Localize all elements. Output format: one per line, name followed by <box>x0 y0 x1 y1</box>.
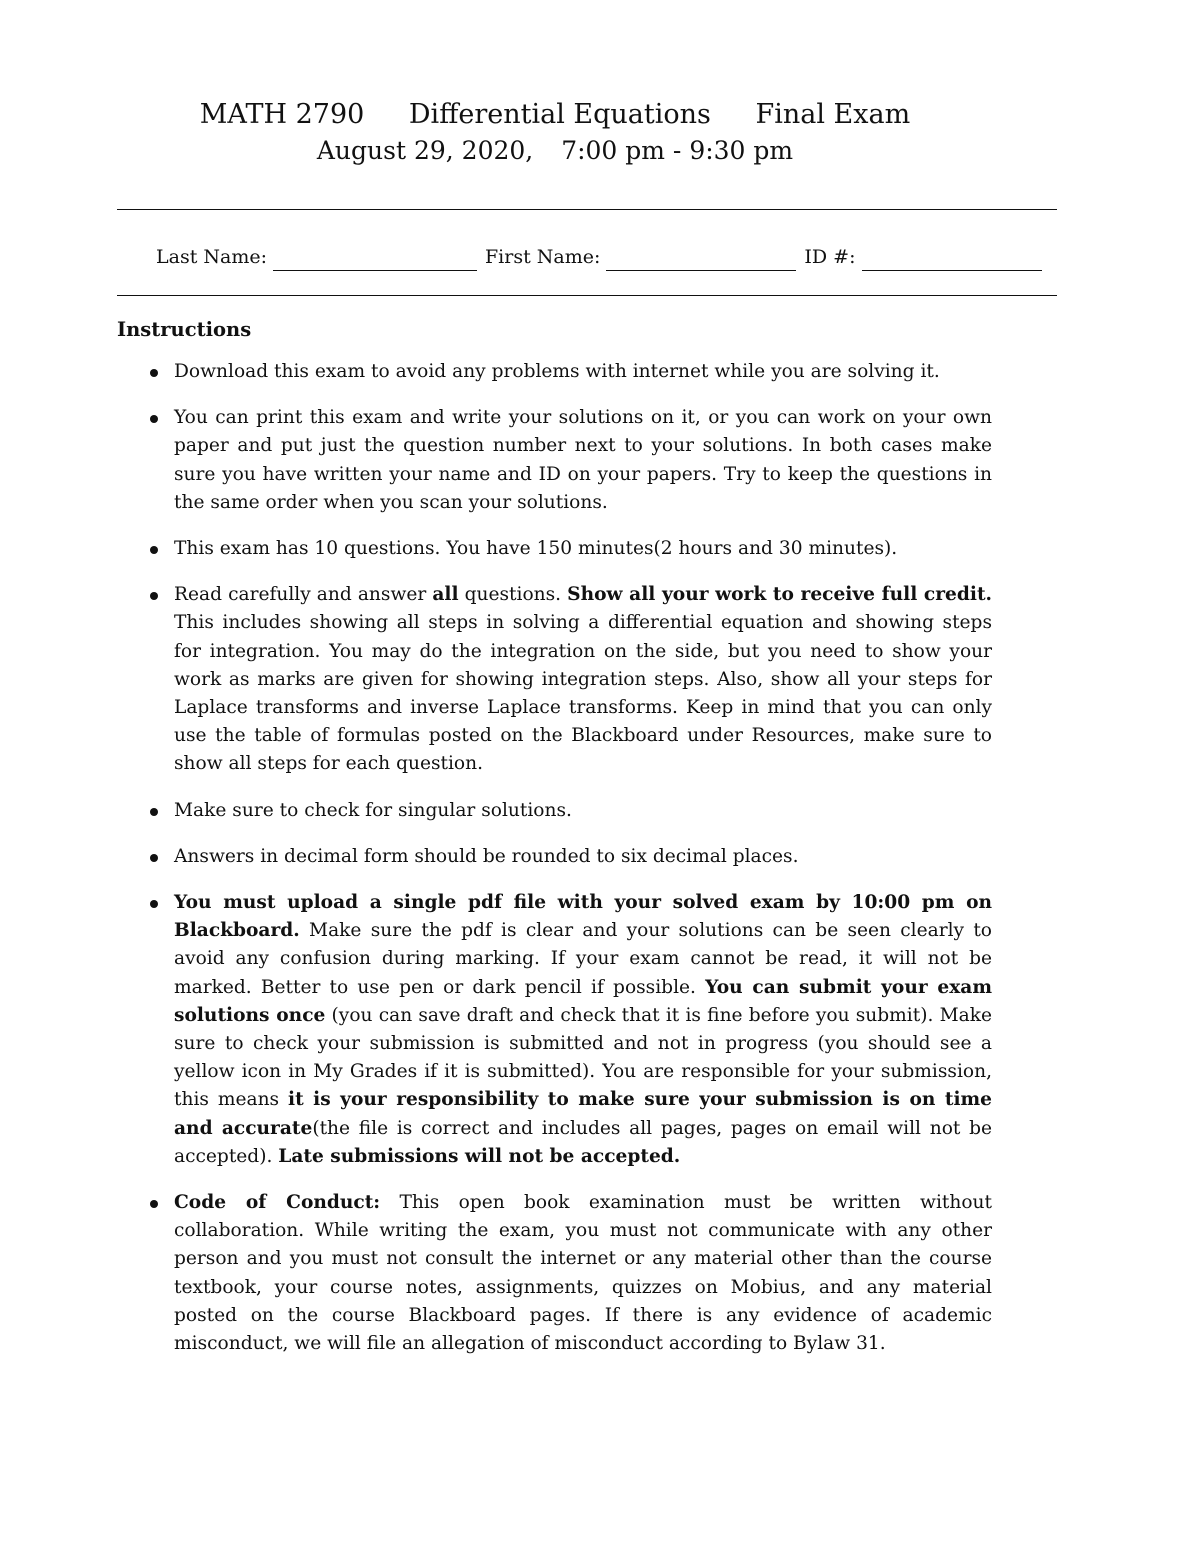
bullet-icon <box>150 900 158 908</box>
instructions-heading: Instructions <box>117 318 252 341</box>
instruction-item: Answers in decimal form should be rounded to six decimal places. <box>146 843 992 871</box>
instruction-item: You can print this exam and write your solutions on it, or you can work on your own paper and put just the question number next to your solutions. In both cases make sure you have written your name and ID on your papers. Try to keep the questions in the same order when you scan your solutions. <box>146 404 992 517</box>
bullet-icon <box>150 1200 158 1208</box>
exam-title <box>0 96 1110 134</box>
last-name-label: Last Name: <box>156 246 267 268</box>
exam-date: August 29, 2020, <box>316 136 534 165</box>
first-name-label: First Name: <box>485 246 601 268</box>
first-name-field[interactable] <box>606 250 796 271</box>
instruction-item: Make sure to check for singular solutions. <box>146 797 992 825</box>
last-name-field[interactable] <box>273 250 477 271</box>
exam-time: 7:00 pm - 9:30 pm <box>561 136 794 165</box>
divider-bottom <box>117 295 1057 296</box>
divider-top <box>117 209 1057 210</box>
id-label: ID #: <box>804 246 856 268</box>
exam-header <box>0 96 1110 168</box>
student-info-row <box>156 243 1042 271</box>
instruction-item: This exam has 10 questions. You have 150 minutes(2 hours and 30 minutes). <box>146 535 992 563</box>
bullet-icon <box>150 369 158 377</box>
course-subject: Differential Equations <box>408 99 711 130</box>
bullet-icon <box>150 592 158 600</box>
instruction-item: You must upload a single pdf file with your solved exam by 10:00 pm on Blackboard. Make sure the pdf is clear and your solutions can be seen clearly to avoid any confusion during marking. If your exam cannot be read, it will not be marked. Better to use pen or dark pencil if possible. You can submit your exam solutions once (you can save draft and check that it is fine before you submit). Make sure to check your submission is submitted and not in progress (you should see a yellow icon in My Grades if it is submitted). You are responsible for your submission, this means it is your responsibility to make sure your submission is on time and accurate(the file is correct and includes all pages, pages on email will not be accepted). Late submissions will not be accepted. <box>146 889 992 1171</box>
exam-date-line <box>0 134 1110 168</box>
bullet-icon <box>150 808 158 816</box>
instructions-list <box>146 358 992 1376</box>
bullet-icon <box>150 415 158 423</box>
bullet-icon <box>150 854 158 862</box>
instruction-item: Download this exam to avoid any problems with internet while you are solving it. <box>146 358 992 386</box>
instruction-item: Read carefully and answer all questions. Show all your work to receive full credit. This includes showing all steps in solving a differential equation and showing steps for integration. You may do the integration on the side, but you need to show your work as marks are given for showing integration steps. Also, show all your steps for Laplace transforms and inverse Laplace transforms. Keep in mind that you can only use the table of formulas posted on the Blackboard under Resources, make sure to show all steps for each question. <box>146 581 992 778</box>
instruction-item: Code of Conduct: This open book examination must be written without collaboration. While writing the exam, you must not communicate with any other person and you must not consult the internet or any material other than the course textbook, your course notes, assignments, quizzes on Mobius, and any material posted on the course Blackboard pages. If there is any evidence of academic misconduct, we will file an allegation of misconduct according to Bylaw 31. <box>146 1189 992 1358</box>
id-field[interactable] <box>862 250 1042 271</box>
course-code: MATH 2790 <box>199 99 365 130</box>
exam-type: Final Exam <box>755 99 911 130</box>
bullet-icon <box>150 546 158 554</box>
